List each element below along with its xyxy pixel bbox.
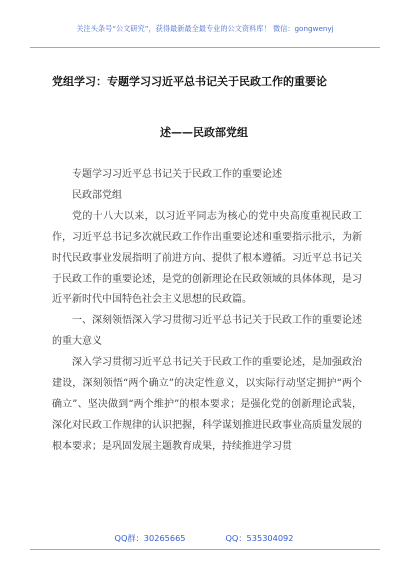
header-banner: 关注头条号“公文研究”，获得最新最全最专业的公文资料库！ 微信：gongwenyj [76, 24, 334, 33]
section-heading: 一、深刻领悟深入学习贯彻习近平总书记关于民政工作的重要论述的重大意义 [52, 315, 362, 348]
body-author: 民政部党组 [72, 189, 122, 201]
document-body [52, 165, 362, 458]
footer-qq: QQ：535304092 [225, 533, 294, 543]
document-title-line-2: 述——民政部党组 [160, 126, 248, 139]
header-divider [30, 47, 380, 48]
body-paragraph: 党的十八大以来，以习近平同志为核心的党中央高度重视民政工作，习近平总书记多次就民政工作作出重要论述和重要指示批示，为新时代民政事业发展指明了前进方向、提供了根本遵循。习近平总书记关于民政工作的重要论述，是党的创新理论在民政领域的具体体现，是习近平新时代中国特色社会主义思想的民政篇。 [52, 210, 362, 306]
body-paragraph: 深入学习贯彻习近平总书记关于民政工作的重要论述，是加强政治建设，深刻领悟“两个确立”的决定性意义，以实际行动坚定拥护“两个确立”、坚决做到“两个维护”的根本要求；是强化党的创新理论武装，深化对民政工作规律的认识把握，科学谋划推进民政事业高质量发展的根本要求；是巩固发展主题教育成果，持续推进学习贯 [52, 357, 362, 452]
body-subtitle: 专题学习习近平总书记关于民政工作的重要论述 [72, 169, 282, 180]
footer-qq-group: QQ群：30265665 [114, 533, 186, 543]
footer-contact [0, 533, 408, 544]
document-title-line-1: 党组学习：专题学习习近平总书记关于民政工作的重要论 [52, 75, 327, 88]
footer-divider [30, 549, 380, 550]
